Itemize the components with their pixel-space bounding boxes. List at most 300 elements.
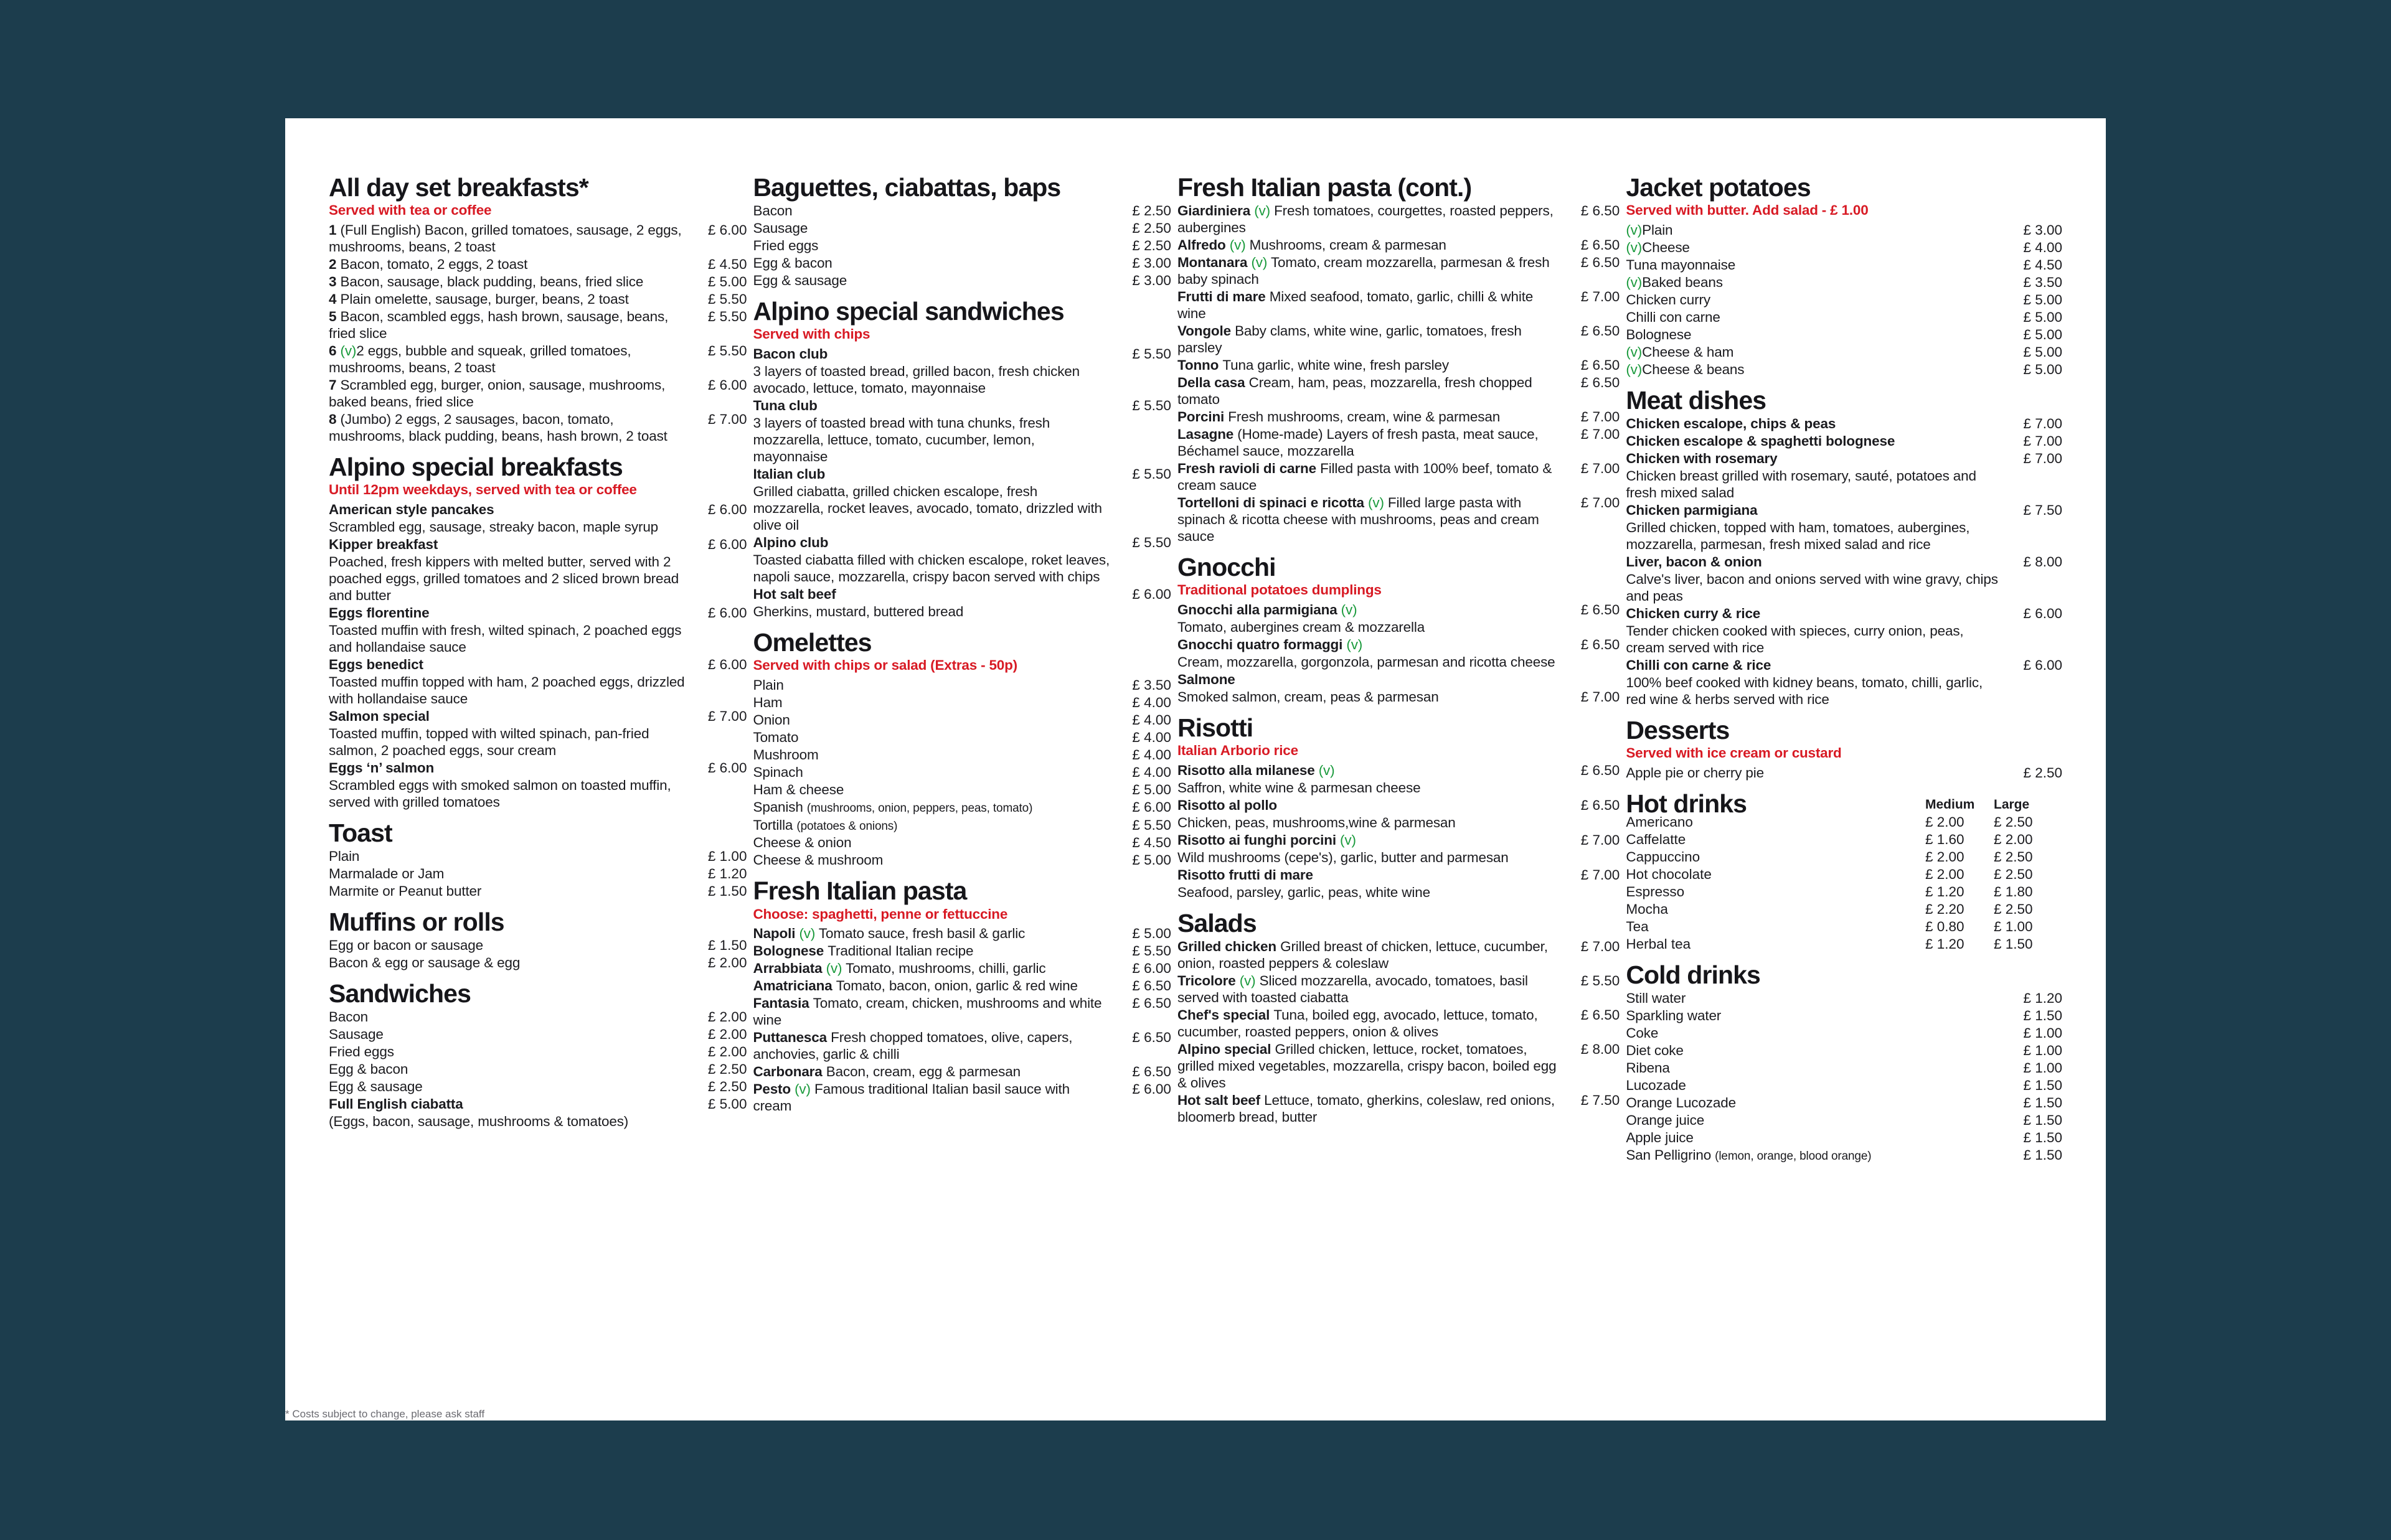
menu-item-label [1626, 222, 2010, 238]
item-text: Sparkling water [1626, 1007, 1722, 1023]
menu-item-label [753, 345, 1118, 362]
menu-item-label [1626, 657, 2010, 674]
menu-item-label [753, 397, 1118, 414]
menu-item-description: Toasted muffin with fresh, wilted spinach, 2 poached eggs and hollandaise sauce [329, 622, 682, 655]
drink-row [1626, 883, 2062, 900]
menu-item-description: Smoked salmon, cream, peas & parmesan [1177, 688, 1439, 705]
item-text: Tortilla [753, 817, 797, 833]
menu-item-price: £ 4.00 [2023, 239, 2062, 255]
item-name: Carbonara [753, 1064, 826, 1080]
vegetarian-marker: (v) [1626, 222, 1643, 238]
item-name: Salmon special [329, 708, 430, 724]
menu-item [329, 759, 747, 776]
drink-price-medium: £ 2.00 [1925, 866, 1964, 882]
drink-name: Espresso [1626, 883, 1685, 899]
menu-item-description: Scrambled eggs with smoked salmon on toasted muffin, served with grilled tomatoes [329, 777, 671, 810]
item-name: Della casa [1177, 375, 1249, 391]
vegetarian-marker: (v) [340, 342, 357, 359]
item-name: Chicken escalope & spaghetti bolognese [1626, 433, 1895, 449]
menu-item-description: 3 layers of toasted bread with tuna chunks, fresh mozzarella, lettuce, tomato, cucumber, lemon, mayonnaise [753, 415, 1050, 464]
section-title-meat-dishes: Meat dishes [1626, 385, 1766, 415]
menu-item-price: £ 6.00 [1132, 586, 1171, 602]
menu-item-price: £ 6.50 [1580, 375, 1620, 391]
menu-item-label [329, 291, 694, 308]
section-title-all-day-set-breakfasts: All day set breakfasts* [329, 173, 588, 202]
drink-price-medium: £ 2.00 [1925, 814, 1964, 830]
menu-item [1177, 1092, 1620, 1125]
menu-item-label [1177, 866, 1567, 883]
menu-item-description-row [1626, 467, 2062, 501]
menu-item-label [329, 865, 694, 882]
item-text: (Home-made) Layers of fresh pasta, meat sauce, Béchamel sauce, mozzarella [1177, 426, 1539, 459]
menu-item-description: Toasted ciabatta filled with chicken escalope, roket leaves, napoli sauce, mozzarella, crispy bacon served with chips [753, 552, 1110, 585]
menu-item-price: £ 1.00 [2023, 1025, 2062, 1041]
menu-item-description-row [329, 777, 747, 810]
menu-footnote: * Costs subject to change, please ask staff [285, 1408, 485, 1420]
menu-item-price: £ 6.00 [707, 604, 747, 621]
menu-item-label [329, 1026, 694, 1043]
item-name: Kipper breakfast [329, 536, 438, 552]
menu-item-label [329, 937, 694, 954]
menu-item [1177, 374, 1620, 408]
menu-item [753, 711, 1171, 728]
item-name: Fresh ravioli di carne [1177, 461, 1321, 477]
item-name: Frutti di mare [1177, 289, 1270, 305]
item-text: Orange Lucozade [1626, 1094, 1736, 1110]
menu-item-description: 100% beef cooked with kidney beans, tomato, chilli, garlic, red wine & herbs served with rice [1626, 674, 1983, 707]
menu-item-label [1626, 990, 2010, 1007]
section-title-gnocchi: Gnocchi [1177, 553, 1276, 582]
menu-item-price: £ 6.50 [1580, 601, 1620, 617]
item-text: Onion [753, 711, 790, 728]
menu-item-label [1177, 408, 1567, 425]
section-note-all-day-set-breakfasts: Served with tea or coffee [329, 202, 492, 218]
menu-item [1177, 426, 1620, 459]
menu-item [753, 746, 1171, 763]
menu-item [1626, 1077, 2062, 1094]
drink-header-medium: Medium [1925, 797, 1975, 812]
item-name: Chicken with rosemary [1626, 450, 1778, 466]
item-text: Ribena [1626, 1059, 1670, 1076]
item-name: Hot salt beef [1177, 1092, 1265, 1108]
menu-item-label [753, 534, 1118, 551]
item-text: Grilled chicken, lettuce, rocket, tomatoes, grilled mixed vegetables, mozzarella, crispy bacon, boiled egg & olives [1177, 1041, 1557, 1091]
item-text: Egg & bacon [329, 1061, 408, 1077]
menu-item-price: £ 5.00 [707, 1096, 747, 1112]
menu-item-description: Tomato, aubergines cream & mozzarella [1177, 619, 1425, 635]
drink-price-medium: £ 0.80 [1925, 918, 1964, 934]
menu-item-price: £ 6.00 [1132, 1081, 1171, 1097]
item-name: Hot salt beef [753, 586, 836, 602]
item-number: 1 [329, 222, 337, 238]
menu-item-label [1626, 433, 2010, 449]
menu-item-label [1626, 1112, 2010, 1129]
menu-item [1626, 291, 2062, 308]
item-text: Baby clams, white wine, garlic, tomatoes, fresh parsley [1177, 323, 1522, 356]
menu-item-price: £ 5.00 [1132, 926, 1171, 942]
item-text: Marmite or Peanut butter [329, 883, 482, 899]
item-name: Napoli [753, 926, 799, 942]
menu-item [753, 1081, 1171, 1114]
menu-item [1626, 1094, 2062, 1111]
menu-item [753, 960, 1171, 977]
menu-item-label [329, 536, 694, 553]
menu-item-price: £ 5.50 [1580, 972, 1620, 988]
menu-column-3 [1177, 174, 1626, 1396]
menu-item-price: £ 7.50 [1580, 1092, 1620, 1108]
menu-item-price: £ 7.00 [1580, 832, 1620, 848]
item-name: Pesto [753, 1081, 795, 1097]
menu-item-description: Calve's liver, bacon and onions served with wine gravy, chips and peas [1626, 571, 1998, 604]
drink-price-large: £ 2.50 [1994, 814, 2033, 830]
item-text: Tuna garlic, white wine, fresh parsley [1222, 357, 1449, 373]
menu-item [1177, 671, 1620, 688]
item-text: Egg & sausage [329, 1078, 423, 1094]
menu-item [1177, 972, 1620, 1006]
menu-item-price: £ 5.50 [1132, 817, 1171, 833]
item-text: (Jumbo) 2 eggs, 2 sausages, bacon, tomato, mushrooms, black pudding, beans, hash brown, 2 toast [329, 411, 667, 444]
menu-item [753, 834, 1171, 851]
section-note-jacket-potatoes: Served with butter. Add salad - £ 1.00 [1626, 202, 1869, 218]
menu-item [1177, 237, 1620, 253]
vegetarian-marker: (v) [1626, 239, 1643, 255]
menu-item-description-row [329, 622, 747, 655]
menu-item-price: £ 2.00 [707, 1026, 747, 1042]
menu-item-description-row [753, 603, 1171, 620]
menu-item-price: £ 6.00 [1132, 799, 1171, 815]
vegetarian-marker: (v) [1239, 972, 1256, 988]
drink-price-medium: £ 2.00 [1925, 848, 1964, 865]
menu-item [1626, 1059, 2062, 1076]
menu-item-price: £ 6.50 [1580, 255, 1620, 271]
menu-item [1177, 797, 1620, 814]
item-number: 5 [329, 308, 337, 324]
vegetarian-marker: (v) [1229, 237, 1246, 253]
item-name: Chicken curry & rice [1626, 605, 1761, 621]
menu-item-description: Chicken, peas, mushrooms,wine & parmesan [1177, 814, 1456, 830]
menu-column-2 [753, 174, 1177, 1396]
menu-item-description-row [1177, 884, 1620, 901]
menu-item-label [1626, 239, 2010, 256]
menu-item-label [1177, 1092, 1567, 1125]
menu-item-price: £ 8.00 [2023, 553, 2062, 570]
menu-item [753, 729, 1171, 746]
menu-item-label [329, 656, 694, 673]
menu-item [1177, 202, 1620, 236]
drink-price-large: £ 1.80 [1994, 883, 2033, 899]
menu-item [329, 937, 747, 954]
item-text: Mushrooms, cream & parmesan [1245, 237, 1446, 253]
item-name: Grilled chicken [1177, 938, 1281, 954]
item-text: Spinach [753, 764, 803, 780]
section-title-baguettes-ciabattas-baps: Baguettes, ciabattas, baps [753, 173, 1061, 202]
menu-item-price: £ 7.00 [1580, 938, 1620, 954]
item-text: Bolognese [1626, 326, 1692, 342]
section-title-alpino-special-sandwiches: Alpino special sandwiches [753, 297, 1064, 326]
menu-item [1626, 1007, 2062, 1024]
menu-item-price: £ 5.50 [707, 291, 747, 307]
menu-item-price: £ 5.50 [1132, 345, 1171, 362]
item-text: Traditional Italian recipe [828, 943, 974, 959]
vegetarian-marker: (v) [1626, 361, 1643, 377]
menu-item-label [1626, 326, 2010, 343]
menu-item-price: £ 7.00 [2023, 450, 2062, 466]
menu-item-description-row [329, 519, 747, 535]
menu-item [329, 308, 747, 342]
item-name: Risotto frutti di mare [1177, 866, 1313, 883]
item-text: Marmalade or Jam [329, 865, 445, 881]
vegetarian-marker: (v) [1251, 255, 1268, 271]
item-text: Apple juice [1626, 1129, 1694, 1145]
item-text: Chicken curry [1626, 291, 1710, 308]
menu-item [1626, 344, 2062, 360]
menu-item-description: Gherkins, mustard, buttered bread [753, 603, 964, 619]
item-number: 3 [329, 273, 337, 289]
menu-item-price: £ 2.50 [1132, 220, 1171, 237]
item-text: Cream, ham, peas, mozzarella, fresh chopped tomato [1177, 375, 1532, 408]
menu-item-label [1626, 1025, 2010, 1041]
section-title-sandwiches: Sandwiches [329, 979, 471, 1008]
menu-item-price: £ 7.00 [1580, 495, 1620, 511]
menu-item-label [1177, 601, 1567, 618]
menu-item-label [1177, 202, 1567, 236]
menu-item [1626, 657, 2062, 674]
item-text: Lettuce, tomato, gherkins, coleslaw, red onions, bloomerb bread, butter [1177, 1092, 1555, 1125]
section-title-alpino-special-breakfasts: Alpino special breakfasts [329, 452, 623, 481]
section-title-salads: Salads [1177, 908, 1257, 937]
menu-item [753, 817, 1171, 834]
menu-item-price: £ 5.00 [1132, 852, 1171, 868]
menu-item-label [753, 711, 1118, 728]
section-title-jacket-potatoes: Jacket potatoes [1626, 173, 1811, 202]
menu-page [285, 118, 2106, 1420]
item-text: Cheese & beans [1642, 361, 1745, 377]
section-title-toast: Toast [329, 818, 392, 847]
item-name: Eggs florentine [329, 604, 430, 621]
menu-item-price: £ 3.50 [2023, 274, 2062, 290]
menu-item-price: £ 1.50 [2023, 1129, 2062, 1145]
drink-name: Mocha [1626, 901, 1668, 917]
menu-item-price: £ 5.50 [1132, 534, 1171, 550]
menu-item-price: £ 4.00 [1132, 746, 1171, 763]
menu-item-price: £ 8.00 [1580, 1041, 1620, 1057]
menu-item-description: Grilled chicken, topped with ham, tomatoes, aubergines, mozzarella, parmesan, fresh mixed salad and rice [1626, 519, 1970, 552]
menu-item-label [1177, 797, 1567, 814]
menu-item-price: £ 6.00 [707, 377, 747, 393]
menu-item-price: £ 2.50 [1132, 203, 1171, 219]
menu-item-price: £ 3.00 [1132, 255, 1171, 271]
menu-item [329, 536, 747, 553]
menu-item [1626, 1112, 2062, 1129]
menu-item-description-row [753, 415, 1171, 465]
menu-item-description: 3 layers of toasted bread, grilled bacon, fresh chicken avocado, lettuce, tomato, mayonnaise [753, 363, 1080, 396]
menu-item [1626, 450, 2062, 467]
section-note-gnocchi: Traditional potatoes dumplings [1177, 582, 1382, 598]
section-title-fresh-italian-pasta-cont: Fresh Italian pasta (cont.) [1177, 173, 1472, 202]
menu-item-price: £ 1.50 [2023, 1007, 2062, 1023]
menu-item-label [1177, 237, 1567, 253]
menu-item-label [753, 799, 1118, 816]
menu-item-label [1177, 938, 1567, 972]
menu-item-label [329, 377, 694, 410]
item-text: Baked beans [1642, 274, 1723, 290]
menu-item [1177, 254, 1620, 288]
menu-item-label [1177, 460, 1567, 494]
section-title-risotti: Risotti [1177, 713, 1253, 742]
menu-item-label [329, 273, 694, 290]
menu-item-label [1626, 1129, 2010, 1146]
menu-item-description-row [329, 1113, 747, 1130]
menu-item-price: £ 2.50 [707, 1078, 747, 1094]
menu-item [1626, 605, 2062, 622]
section-note-desserts: Served with ice cream or custard [1626, 745, 1842, 761]
menu-item-label [753, 834, 1118, 851]
item-name: Bacon club [753, 345, 828, 362]
menu-item-price: £ 1.50 [707, 883, 747, 899]
item-name: Tricolore [1177, 972, 1240, 988]
item-text: Mushroom [753, 746, 819, 763]
item-text: Famous traditional Italian basil sauce with cream [753, 1081, 1070, 1114]
item-text: Spanish [753, 799, 807, 815]
menu-item-price: £ 6.50 [1132, 1030, 1171, 1046]
item-text: Orange juice [1626, 1112, 1705, 1128]
menu-item [1626, 361, 2062, 378]
item-text: Tuna mayonnaise [1626, 256, 1736, 273]
menu-item-price: £ 1.00 [2023, 1059, 2062, 1076]
item-name: Salmone [1177, 671, 1235, 687]
item-text: Diet coke [1626, 1042, 1684, 1058]
item-text: Bacon, sausage, black pudding, beans, fried slice [340, 273, 644, 289]
drink-name: Herbal tea [1626, 936, 1691, 952]
menu-item [753, 1063, 1171, 1080]
menu-item [1626, 239, 2062, 256]
menu-item-price: £ 7.50 [2023, 502, 2062, 518]
menu-item-description: Poached, fresh kippers with melted butter, served with 2 poached eggs, grilled tomatoes and 2 sliced brown bread and butter [329, 553, 679, 603]
menu-item [753, 237, 1171, 254]
menu-item-label [1626, 274, 2010, 291]
menu-item [1626, 433, 2062, 449]
menu-item-label [753, 1081, 1118, 1114]
menu-item-label [1626, 309, 2010, 326]
menu-item-price: £ 6.50 [1580, 203, 1620, 219]
menu-item-description-row [1626, 622, 2062, 656]
section-title-desserts: Desserts [1626, 715, 1730, 744]
menu-item-price: £ 2.00 [707, 1008, 747, 1025]
drink-row [1626, 831, 2062, 848]
item-text: Bacon [753, 203, 793, 219]
menu-item [329, 411, 747, 444]
menu-item-price: £ 7.00 [1580, 289, 1620, 305]
menu-item-description: (Eggs, bacon, sausage, mushrooms & tomatoes) [329, 1113, 629, 1129]
item-text: Bacon & egg or sausage & egg [329, 954, 521, 970]
menu-item [1626, 1129, 2062, 1146]
item-text: Cheese & mushroom [753, 852, 884, 868]
menu-item [753, 345, 1171, 362]
menu-item-label [1177, 254, 1567, 288]
menu-item [1177, 1007, 1620, 1040]
item-text: Sausage [329, 1026, 384, 1042]
menu-item-label [1626, 553, 2010, 570]
menu-item-price: £ 1.20 [707, 865, 747, 881]
item-text: Bacon [329, 1008, 369, 1025]
menu-item-price: £ 4.50 [707, 256, 747, 272]
menu-item-label [753, 466, 1118, 482]
item-text: Filled large pasta with spinach & ricotta cheese with mushrooms, peas and cream sauce [1177, 495, 1539, 545]
item-name: Tortelloni di spinaci e ricotta [1177, 495, 1369, 511]
menu-item-price: £ 5.00 [2023, 291, 2062, 308]
menu-item-price: £ 6.50 [1580, 357, 1620, 373]
item-name: Eggs ‘n’ salmon [329, 759, 435, 776]
item-number: 7 [329, 377, 337, 393]
menu-item-label [1177, 1041, 1567, 1091]
drink-price-medium: £ 1.20 [1925, 883, 1964, 899]
menu-item-label [753, 677, 1118, 693]
item-text: Chilli con carne [1626, 309, 1720, 325]
menu-item-description-row [329, 674, 747, 707]
menu-item [1626, 990, 2062, 1007]
vegetarian-marker: (v) [1318, 762, 1335, 778]
item-text: Tomato, cream, chicken, mushrooms and white wine [753, 995, 1102, 1028]
menu-item-price: £ 4.00 [1132, 711, 1171, 728]
drink-header-large: Large [1994, 797, 2030, 812]
menu-item-description: Toasted muffin, topped with wilted spinach, pan-fried salmon, 2 poached eggs, sour cream [329, 725, 649, 758]
item-text: San Pelligrino [1626, 1147, 1715, 1163]
menu-item-label [329, 1061, 694, 1078]
item-text: Plain [1642, 222, 1673, 238]
section-title-muffins-or-rolls: Muffins or rolls [329, 907, 504, 936]
menu-column-4 [1626, 174, 2062, 1396]
menu-item-label [753, 272, 1118, 289]
menu-item-price: £ 4.50 [2023, 256, 2062, 273]
menu-column-1 [329, 174, 753, 1396]
menu-item [753, 781, 1171, 798]
menu-item-price: £ 2.00 [707, 1043, 747, 1059]
menu-item-price: £ 3.50 [1132, 677, 1171, 693]
menu-item [1177, 460, 1620, 494]
menu-item-label [1626, 1059, 2010, 1076]
item-text: Bacon, tomato, 2 eggs, 2 toast [340, 256, 528, 272]
menu-item-price: £ 5.50 [1132, 397, 1171, 413]
menu-item-label [753, 995, 1118, 1028]
drink-row [1626, 901, 2062, 918]
menu-item-label [753, 942, 1118, 959]
menu-item-label [753, 237, 1118, 254]
item-number: 4 [329, 291, 337, 307]
menu-item-price: £ 5.00 [2023, 344, 2062, 360]
drink-price-medium: £ 1.20 [1925, 936, 1964, 952]
item-text: Tomato, cream mozzarella, parmesan & fresh baby spinach [1177, 255, 1550, 288]
menu-item-price-alt: £ 7.00 [1580, 688, 1620, 705]
menu-item-label [753, 586, 1118, 603]
item-text: Plain [753, 677, 784, 693]
item-name: Full English ciabatta [329, 1096, 463, 1112]
menu-item-price: £ 6.50 [1580, 762, 1620, 778]
item-text: Plain [329, 848, 360, 864]
menu-item [753, 534, 1171, 551]
section-note-fresh-italian-pasta: Choose: spaghetti, penne or fettuccine [753, 906, 1008, 922]
menu-item [1177, 601, 1620, 618]
item-text: Sliced mozzarella, avocado, tomatoes, basil served with toasted ciabatta [1177, 972, 1528, 1005]
menu-item-price: £ 7.00 [1580, 426, 1620, 443]
menu-item-price: £ 1.20 [2023, 990, 2062, 1006]
menu-item-label [753, 202, 1118, 219]
menu-item-description: Scrambled egg, sausage, streaky bacon, maple syrup [329, 519, 659, 535]
item-name: Giardiniera [1177, 203, 1255, 219]
menu-item [1626, 326, 2062, 343]
menu-item-price: £ 5.00 [1132, 781, 1171, 797]
menu-item-price: £ 6.00 [707, 759, 747, 776]
item-name: Chicken parmigiana [1626, 502, 1758, 518]
